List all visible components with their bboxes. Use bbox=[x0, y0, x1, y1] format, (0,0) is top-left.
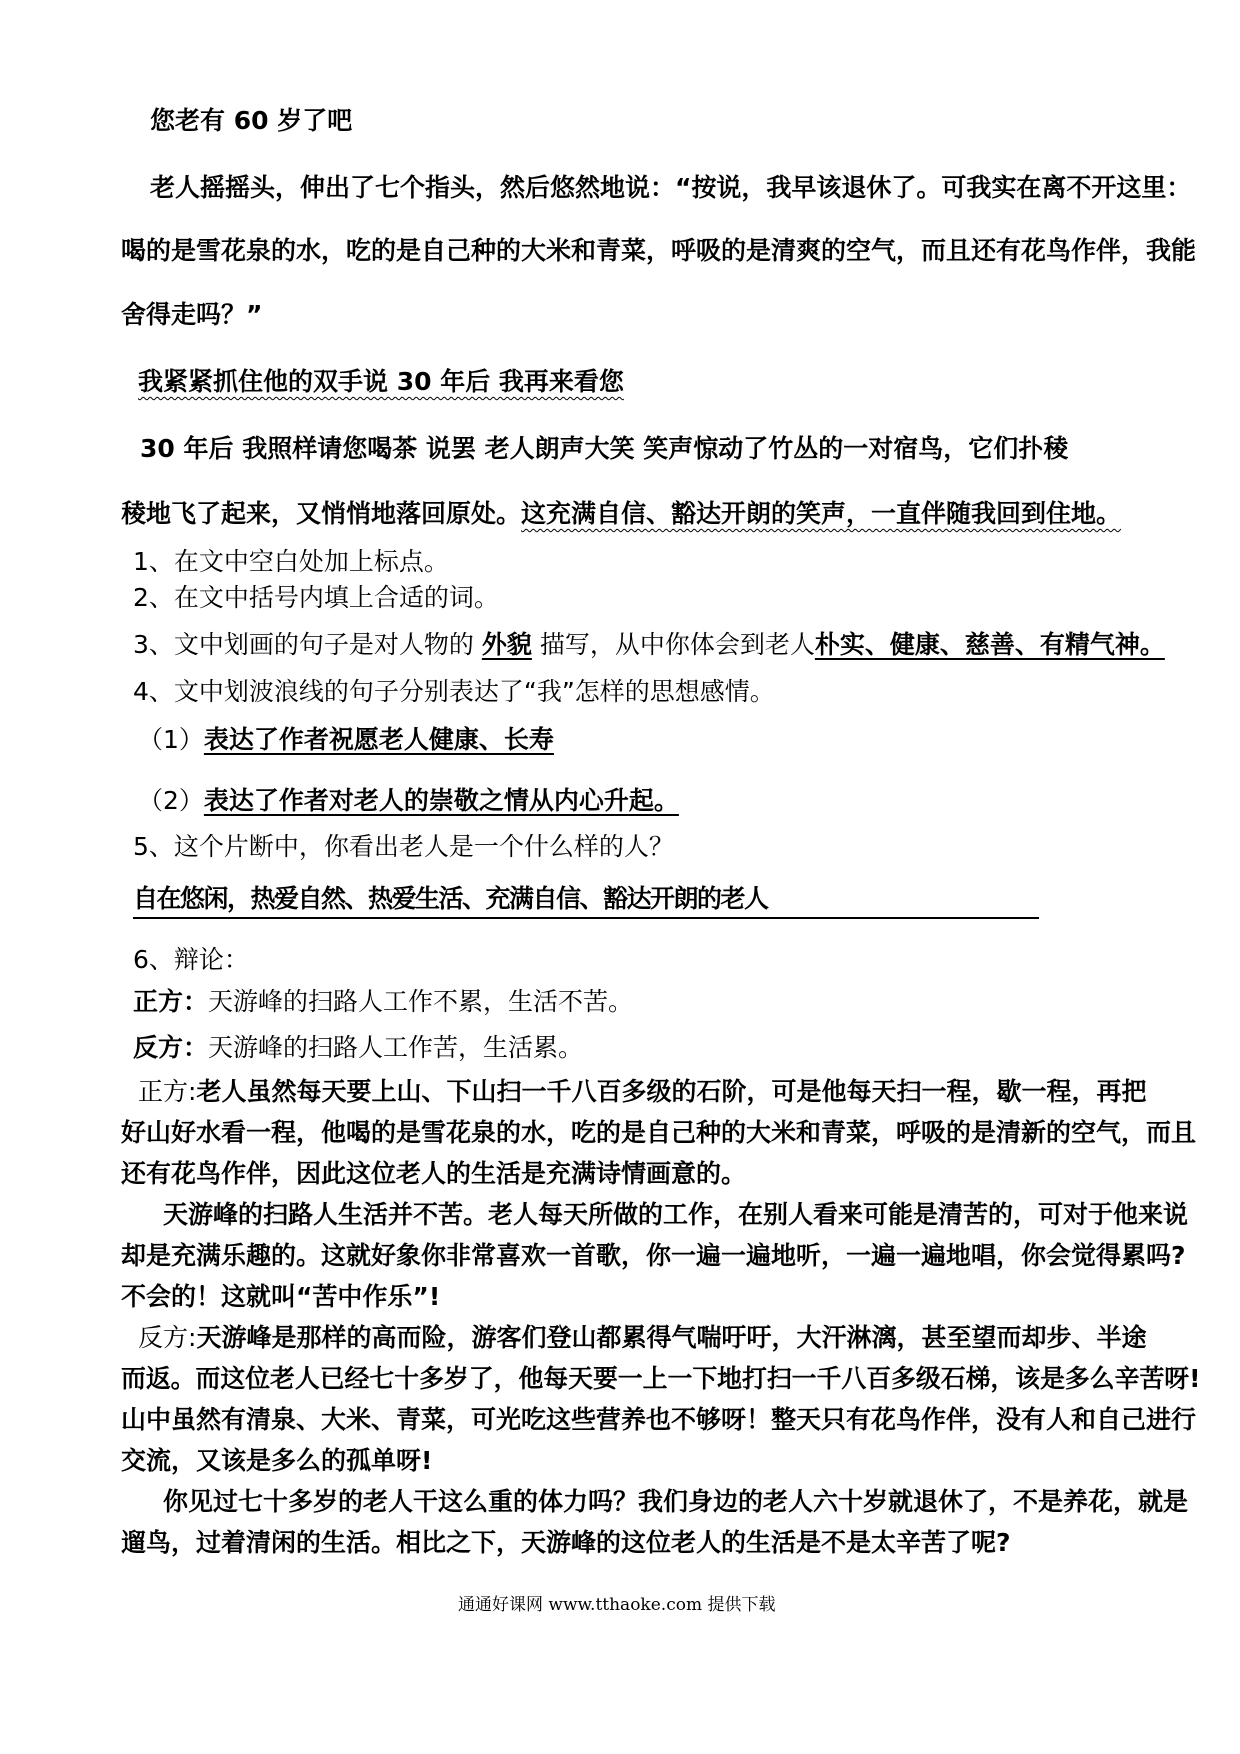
debate-pro-row bbox=[133, 985, 633, 1019]
debate-pro-argument-text-1: 老人虽然每天要上山、下山扫一千八百多级的石阶，可是他每天扫一程，歇一程，再把 bbox=[196, 1077, 1147, 1106]
debate-con-argument-line-1 bbox=[138, 1321, 1146, 1355]
question-3 bbox=[133, 628, 1165, 662]
passage-line-7-wavy: 这充满自信、豁达开朗的笑声，一直伴随我回到住地。 bbox=[521, 499, 1122, 528]
debate-pro-statement: 天游峰的扫路人工作不累，生活不苦。 bbox=[208, 987, 634, 1016]
passage-line-7-plain: 稜地飞了起来，又悄悄地落回原处。 bbox=[121, 499, 522, 528]
debate-con-row bbox=[133, 1031, 583, 1065]
debate-con-argument-2-line-2: 遛鸟，过着清闲的生活。相比之下，天游峰的这位老人的生活是不是太辛苦了呢? bbox=[121, 1528, 1011, 1557]
debate-con-argument-text-1: 天游峰是那样的高而险，游客们登山都累得气喘吁吁，大汗淋漓，甚至望而却步、半途 bbox=[196, 1323, 1147, 1352]
question-5-answer-underline bbox=[133, 917, 1039, 919]
question-4-answer-2: 表达了作者对老人的崇敬之情从内心升起。 bbox=[203, 786, 679, 815]
passage-line-3: 喝的是雪花泉的水，吃的是自己种的大米和青菜，呼吸的是清爽的空气，而且还有花鸟作伴，我能 bbox=[121, 236, 1197, 265]
passage-line-6: 30 年后 我照样请您喝茶 说罢 老人朗声大笑 笑声惊动了竹丛的一对宿鸟，它们扑稜 bbox=[140, 434, 1069, 463]
debate-con-argument-line-2: 而返。而这位老人已经七十多岁了，他每天要一上一下地打扫一千八百多级石梯，该是多么辛苦呀! bbox=[121, 1364, 1201, 1393]
debate-pro-argument-2-line-1: 天游峰的扫路人生活并不苦。老人每天所做的工作，在别人看来可能是清苦的，可对于他来说 bbox=[163, 1200, 1189, 1229]
debate-pro-label: 正方： bbox=[133, 987, 209, 1016]
debate-title: 6、辩论： bbox=[133, 945, 249, 974]
question-4-answer-1-row bbox=[138, 723, 554, 757]
debate-con-argument-line-3: 山中虽然有清泉、大米、青菜，可光吃这些营养也不够呀！整天只有花鸟作伴，没有人和自己进行 bbox=[121, 1405, 1197, 1434]
debate-con-argument-line-4: 交流，又该是多么的孤单呀! bbox=[121, 1446, 433, 1475]
debate-pro-argument-label: 正方: bbox=[138, 1077, 197, 1106]
debate-pro-argument-2-line-3: 不会的！这就叫“苦中作乐”! bbox=[121, 1282, 441, 1311]
debate-pro-argument-line-2: 好山好水看一程，他喝的是雪花泉的水，吃的是自己种的大米和青菜，呼吸的是清新的空气，而且 bbox=[121, 1118, 1197, 1147]
passage-line-1: 您老有 60 岁了吧 bbox=[150, 106, 353, 135]
question-2: 2、在文中括号内填上合适的词。 bbox=[133, 583, 499, 612]
debate-con-argument-label: 反方: bbox=[138, 1323, 197, 1352]
debate-con-argument-2-line-1: 你见过七十多岁的老人干这么重的体力吗？我们身边的老人六十岁就退休了，不是养花，就是 bbox=[163, 1487, 1189, 1516]
debate-con-label: 反方： bbox=[133, 1033, 209, 1062]
passage-line-4: 舍得走吗？” bbox=[121, 300, 263, 329]
question-4-answer-2-number: （2） bbox=[138, 786, 204, 815]
debate-pro-argument-line-3: 还有花鸟作伴，因此这位老人的生活是充满诗情画意的。 bbox=[121, 1159, 747, 1188]
question-4-answer-1-number: （1） bbox=[138, 725, 204, 754]
question-4-answer-2-row bbox=[138, 784, 679, 818]
footer-credit: 通通好课网 www.tthaoke.com 提供下载 bbox=[458, 1595, 776, 1615]
debate-con-statement: 天游峰的扫路人工作苦，生活累。 bbox=[208, 1033, 584, 1062]
debate-pro-argument-2-line-2: 却是充满乐趣的。这就好象你非常喜欢一首歌，你一遍一遍地听，一遍一遍地唱，你会觉得累吗? bbox=[121, 1241, 1186, 1270]
question-1: 1、在文中空白处加上标点。 bbox=[133, 547, 449, 576]
question-3-answer-2: 朴实、健康、慈善、有精气神。 bbox=[814, 630, 1165, 659]
question-3-middle: 描写，从中你体会到老人 bbox=[539, 630, 815, 659]
question-5: 5、这个片断中，你看出老人是一个什么样的人？ bbox=[133, 832, 674, 861]
question-3-answer-1: 外貌 bbox=[481, 630, 532, 659]
passage-line-5-wavy: 我紧紧抓住他的双手说 30 年后 我再来看您 bbox=[138, 367, 624, 396]
passage-line-7 bbox=[121, 497, 1121, 531]
debate-pro-argument-line-1 bbox=[138, 1075, 1146, 1109]
passage-line-2: 老人摇摇头，伸出了七个指头，然后悠然地说：“按说，我早该退休了。可我实在离不开这里： bbox=[150, 173, 1192, 202]
question-4: 4、文中划波浪线的句子分别表达了“我”怎样的思想感情。 bbox=[133, 677, 775, 706]
question-5-answer: 自在悠闲，热爱自然、热爱生活、充满自信、豁达开朗的老人 bbox=[133, 884, 768, 913]
question-4-answer-1: 表达了作者祝愿老人健康、长寿 bbox=[203, 725, 554, 754]
question-3-prompt: 3、文中划画的句子是对人物的 bbox=[133, 630, 474, 659]
